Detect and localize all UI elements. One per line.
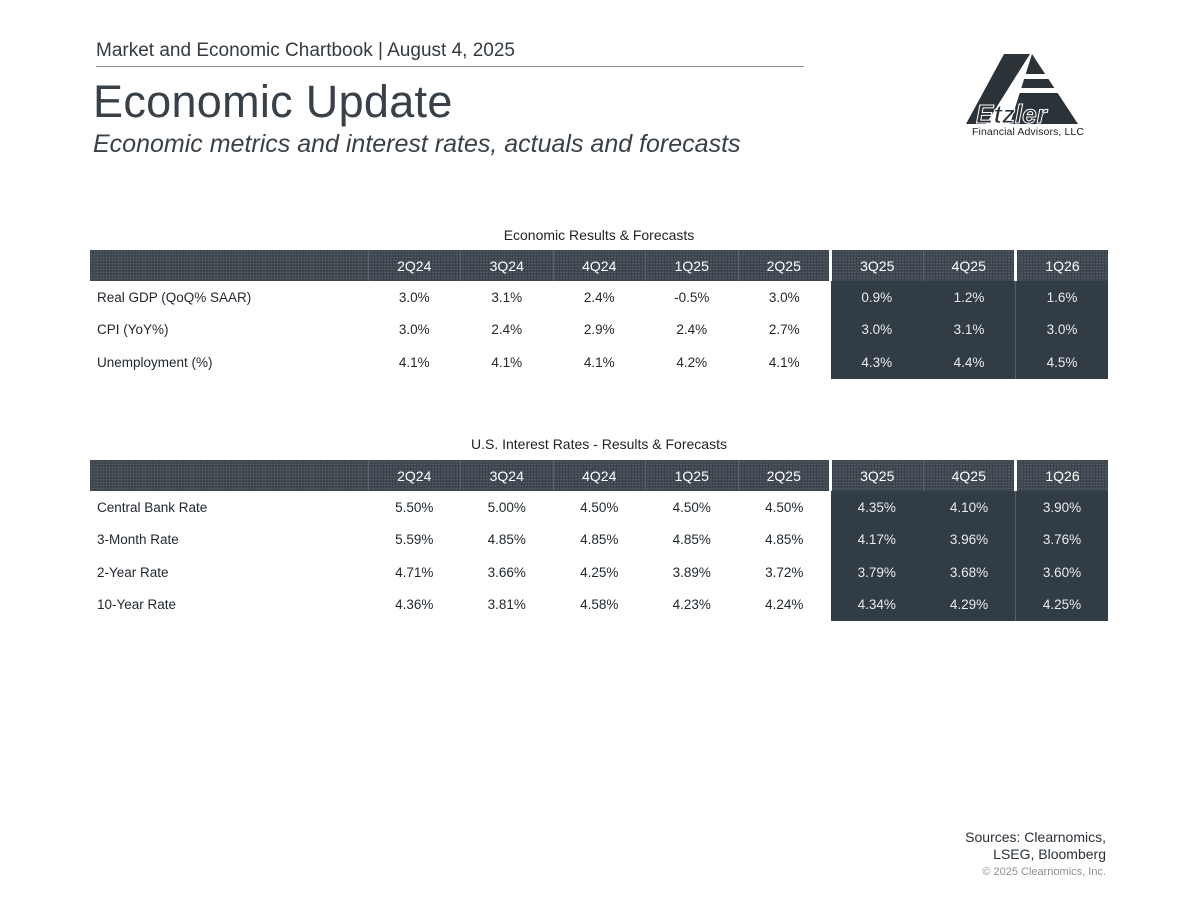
row-label: Real GDP (QoQ% SAAR) <box>97 289 252 305</box>
actual-cell: 4.36% <box>395 597 434 613</box>
forecast-cell: 4.3% <box>831 346 924 379</box>
forecast-cell: 3.96% <box>923 524 1016 557</box>
row-label: Unemployment (%) <box>97 354 213 370</box>
actual-cell: 4.58% <box>580 597 619 613</box>
table-row <box>90 556 1108 589</box>
econ-header-row <box>90 250 1108 281</box>
sources-line-2: LSEG, Bloomberg <box>993 846 1106 862</box>
column-header: 3Q24 <box>461 460 554 491</box>
forecast-cell: 4.34% <box>831 589 924 622</box>
column-header: 3Q25 <box>831 250 924 281</box>
table-row <box>90 524 1108 557</box>
actual-cell: 4.1% <box>491 354 523 370</box>
row-label: Central Bank Rate <box>97 499 208 515</box>
actual-cell: 4.50% <box>580 499 619 515</box>
forecast-cell: 0.9% <box>831 281 924 314</box>
chartbook-header: Market and Economic Chartbook | August 4, 2025 <box>96 40 515 61</box>
forecast-cell: 3.60% <box>1016 556 1109 589</box>
actual-cell: 3.66% <box>487 564 526 580</box>
sources-note <box>965 829 1106 863</box>
row-label: CPI (YoY%) <box>97 322 169 338</box>
header-blank-cell <box>90 460 368 491</box>
econ-table <box>90 250 1108 379</box>
row-label: 3-Month Rate <box>97 532 179 548</box>
forecast-cell: 3.68% <box>923 556 1016 589</box>
column-header: 1Q25 <box>646 460 739 491</box>
actual-cell: 4.85% <box>672 532 711 548</box>
logo-caption: Financial Advisors, LLC <box>972 126 1085 138</box>
forecast-cell: 4.5% <box>1016 346 1109 379</box>
actual-cell: 5.00% <box>487 499 526 515</box>
actual-cell: 2.4% <box>583 289 615 305</box>
column-header: 4Q25 <box>923 250 1016 281</box>
page-subtitle: Economic metrics and interest rates, actuals and forecasts <box>93 130 741 158</box>
forecast-cell: 4.29% <box>923 589 1016 622</box>
forecast-cell: 4.4% <box>923 346 1016 379</box>
rates-table-title: U.S. Interest Rates - Results & Forecasts <box>471 436 727 452</box>
column-header: 2Q24 <box>368 460 461 491</box>
actual-cell: 5.50% <box>395 499 434 515</box>
actual-cell: 3.89% <box>672 564 711 580</box>
actual-cell: 3.0% <box>398 322 430 338</box>
actual-cell: -0.5% <box>674 289 710 305</box>
table-row <box>90 491 1108 524</box>
forecast-cell: 3.76% <box>1016 524 1109 557</box>
header-divider <box>96 66 804 67</box>
actual-cell: 5.59% <box>395 532 434 548</box>
actual-cell: 4.1% <box>768 354 800 370</box>
rates-header-row <box>90 460 1108 491</box>
sources-line-1: Sources: Clearnomics, <box>965 829 1106 845</box>
column-header: 4Q24 <box>553 250 646 281</box>
forecast-cell: 4.17% <box>831 524 924 557</box>
table-row <box>90 346 1108 379</box>
actual-cell: 3.72% <box>765 564 804 580</box>
actual-cell: 3.0% <box>768 289 800 305</box>
row-label: 2-Year Rate <box>97 564 169 580</box>
actual-cell: 2.4% <box>676 322 708 338</box>
actual-cell: 2.9% <box>583 322 615 338</box>
actual-cell: 2.7% <box>768 322 800 338</box>
forecast-cell: 1.2% <box>923 281 1016 314</box>
actual-cell: 4.85% <box>487 532 526 548</box>
forecast-cell: 1.6% <box>1016 281 1109 314</box>
column-header: 4Q25 <box>923 460 1016 491</box>
forecast-cell: 4.35% <box>831 491 924 524</box>
table-row <box>90 314 1108 347</box>
actual-cell: 4.25% <box>580 564 619 580</box>
actual-cell: 4.1% <box>398 354 430 370</box>
table-row <box>90 589 1108 622</box>
column-header: 2Q24 <box>368 250 461 281</box>
column-header: 1Q26 <box>1016 250 1109 281</box>
column-header: 3Q24 <box>461 250 554 281</box>
table-row <box>90 281 1108 314</box>
page-title: Economic Update <box>93 76 453 127</box>
actual-cell: 4.50% <box>672 499 711 515</box>
forecast-cell: 4.25% <box>1016 589 1109 622</box>
actual-cell: 4.24% <box>765 597 804 613</box>
actual-cell: 4.23% <box>672 597 711 613</box>
forecast-cell: 3.90% <box>1016 491 1109 524</box>
actual-cell: 3.1% <box>491 289 523 305</box>
column-header: 1Q25 <box>646 250 739 281</box>
actual-cell: 4.71% <box>395 564 434 580</box>
actual-cell: 2.4% <box>491 322 523 338</box>
rates-table <box>90 460 1108 621</box>
actual-cell: 4.2% <box>676 354 708 370</box>
actual-cell: 3.0% <box>398 289 430 305</box>
row-label: 10-Year Rate <box>97 597 177 613</box>
column-header: 4Q24 <box>553 460 646 491</box>
forecast-cell: 3.0% <box>1016 314 1109 347</box>
column-header: 2Q25 <box>738 250 831 281</box>
actual-cell: 4.1% <box>583 354 615 370</box>
logo-wordmark: Etzler <box>976 99 1047 129</box>
actual-cell: 3.81% <box>487 597 526 613</box>
actual-cell: 4.85% <box>765 532 804 548</box>
header-blank-cell <box>90 250 368 281</box>
column-header: 2Q25 <box>738 460 831 491</box>
actual-cell: 4.50% <box>765 499 804 515</box>
column-header: 3Q25 <box>831 460 924 491</box>
forecast-cell: 4.10% <box>923 491 1016 524</box>
copyright-note: © 2025 Clearnomics, Inc. <box>982 866 1106 878</box>
actual-cell: 4.85% <box>580 532 619 548</box>
forecast-cell: 3.0% <box>831 314 924 347</box>
column-header: 1Q26 <box>1016 460 1109 491</box>
forecast-cell: 3.79% <box>831 556 924 589</box>
forecast-cell: 3.1% <box>923 314 1016 347</box>
econ-table-title: Economic Results & Forecasts <box>503 227 695 243</box>
